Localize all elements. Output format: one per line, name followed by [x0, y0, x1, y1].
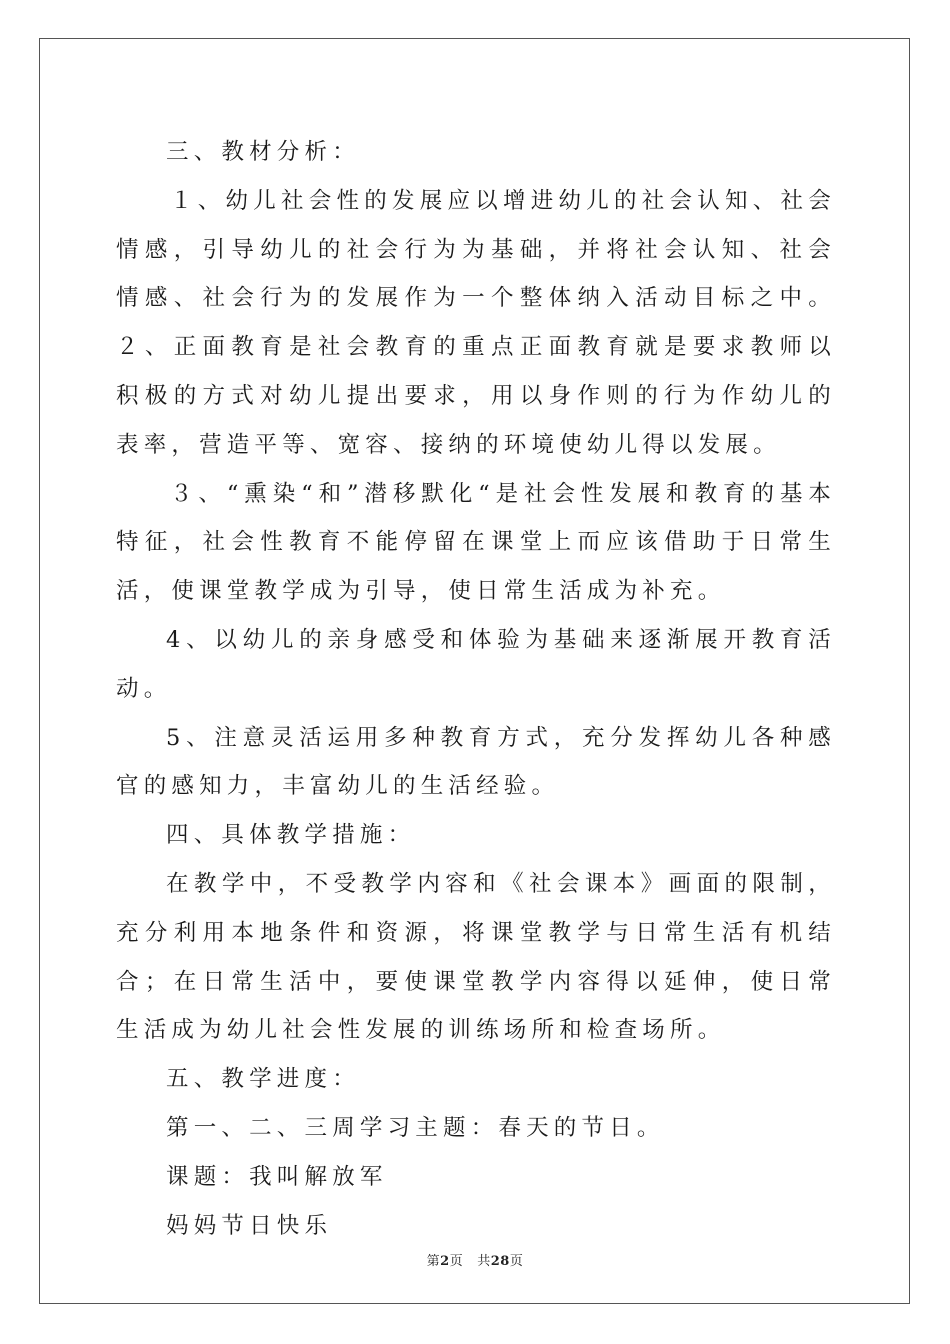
document-body [116, 128, 836, 1250]
paragraph-item-3: ３、“熏染“和”潜移默化“是社会性发展和教育的基本特征，社会性教育不能停留在课堂上而应该借助于日常生活，使课堂教学成为引导，使日常生活成为补充。 [116, 480, 836, 605]
paragraph-measures: 在教学中，不受教学内容和《社会课本》画面的限制，充分利用本地条件和资源，将课堂教学与日常生活有机结合；在日常生活中，要使课堂教学内容得以延伸，使日常生活成为幼儿社会性发展的训练场所和检查场所。 [116, 870, 836, 1044]
paragraph-item-5: 5、注意灵活运用多种教育方式，充分发挥幼儿各种感官的感知力，丰富幼儿的生活经验。 [116, 724, 836, 800]
section-heading-schedule: 五、教学进度： [166, 1066, 360, 1093]
page-footer [0, 1250, 950, 1269]
paragraph-schedule-weeks: 第一、二、三周学习主题：春天的节日。 [166, 1114, 665, 1141]
footer-page-prefix: 第 [426, 1254, 441, 1269]
section-heading-measures: 四、具体教学措施： [166, 822, 416, 849]
footer-page-suffix: 页 [449, 1254, 464, 1269]
paragraph-topic-2: 妈妈节日快乐 [166, 1212, 333, 1239]
footer-total-prefix: 共 [477, 1254, 491, 1269]
paragraph-item-4: 4、以幼儿的亲身感受和体验为基础来逐渐展开教育活动。 [116, 626, 836, 702]
footer-page-number: 2 [440, 1254, 450, 1269]
paragraph-topic: 课题：我叫解放军 [166, 1163, 388, 1190]
footer-total-suffix: 页 [509, 1254, 524, 1269]
section-heading-analysis: 三、教材分析： [166, 139, 360, 165]
paragraph-item-1-2: １、幼儿社会性的发展应以增进幼儿的社会认知、社会情感，引导幼儿的社会行为为基础，并将社会认知、社会情感、社会行为的发展作为一个整体纳入活动目标之中。２、正面教育是社会教育的重点正面教育就是要求教师以积极的方式对幼儿提出要求，用以身作则的行为作幼儿的表率，营造平等、宽容、接纳的环境使幼儿得以发展。 [116, 187, 836, 458]
footer-total-pages: 28 [490, 1254, 510, 1269]
